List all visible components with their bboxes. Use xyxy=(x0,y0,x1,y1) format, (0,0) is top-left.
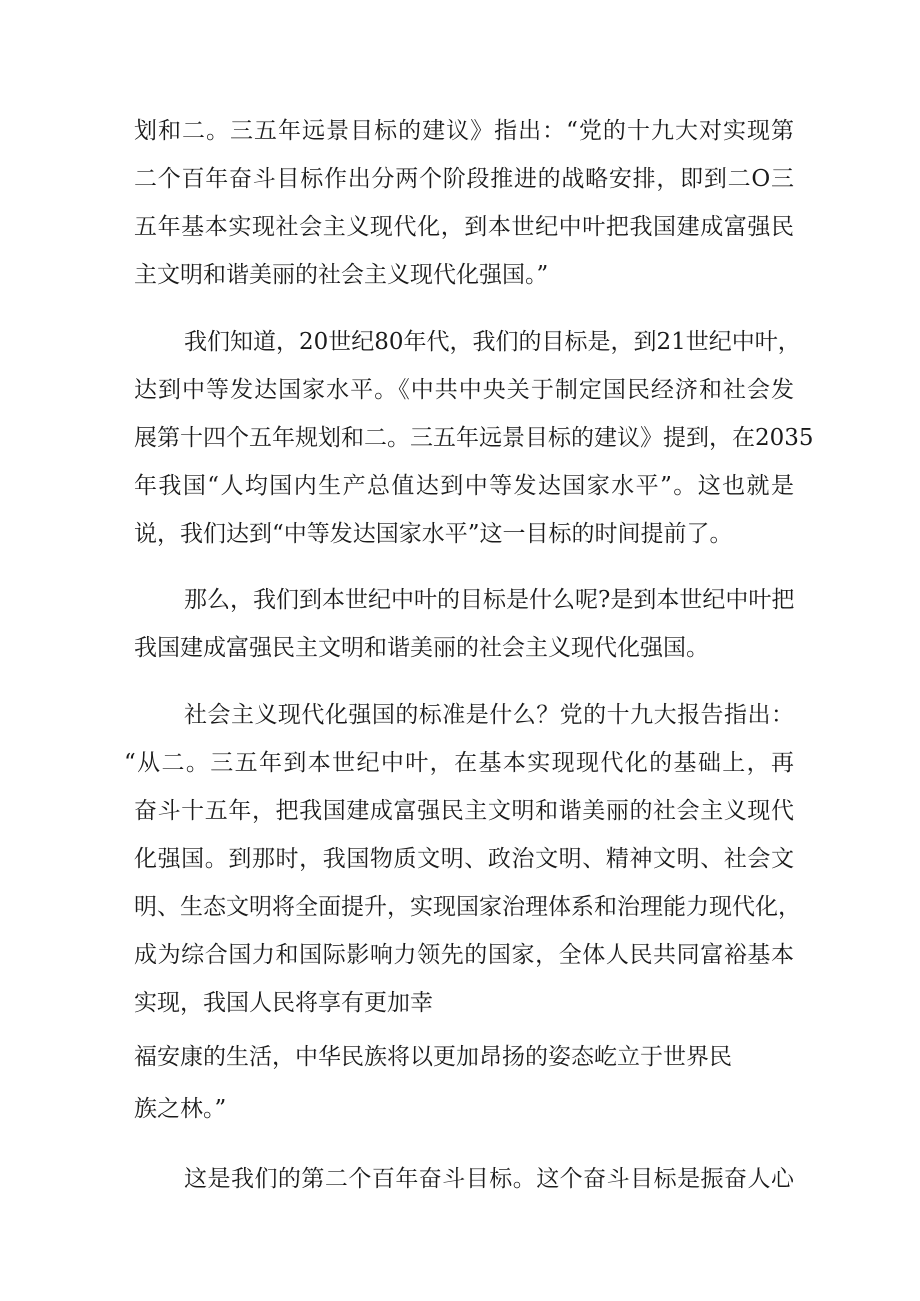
text-line: 我国建成富强民主文明和谐美丽的社会主义现代化强国。 xyxy=(134,635,709,661)
text-line: 划和二。三五年远景目标的建议》指出：“党的十九大对实现第 xyxy=(134,118,794,144)
text-line: 说，我们达到“中等发达国家水平”这一目标的时间提前了。 xyxy=(134,521,733,547)
text-line: 成为综合国力和国际影响力领先的国家，全体人民共同富裕基本 xyxy=(134,942,794,968)
text-line: 展第十四个五年规划和二。三五年远景目标的建议》提到，在2035 xyxy=(134,425,814,451)
text-line: 化强国。到那时，我国物质文明、政治文明、精神文明、社会文 xyxy=(134,846,794,872)
text-line: 五年基本实现社会主义现代化，到本世纪中叶把我国建成富强民 xyxy=(134,214,794,240)
text-line: 这是我们的第二个百年奋斗目标。这个奋斗目标是振奋人心 xyxy=(184,1166,794,1192)
text-line: 达到中等发达国家水平。《中共中央关于制定国民经济和社会发 xyxy=(134,377,794,403)
text-line: 明、生态文明将全面提升，实现国家治理体系和治理能力现代化， xyxy=(134,894,801,920)
text-line: 奋斗十五年，把我国建成富强民主文明和谐美丽的社会主义现代 xyxy=(134,798,794,824)
text-line: 社会主义现代化强国的标准是什么？党的十九大报告指出： xyxy=(184,702,794,728)
text-line: 我们知道，20世纪80年代，我们的目标是，到21世纪中叶， xyxy=(184,329,801,355)
text-line: 实现，我国人民将享有更加幸 xyxy=(134,990,433,1016)
text-line: “从二。三五年到本世纪中叶，在基本实现现代化的基础上，再 xyxy=(124,750,794,776)
text-line: 二个百年奋斗目标作出分两个阶段推进的战略安排，即到二O三 xyxy=(134,166,794,192)
text-line: 族之林。” xyxy=(134,1096,227,1122)
text-line: 年我国“人均国内生产总值达到中等发达国家水平”。这也就是 xyxy=(134,473,794,499)
text-line: 主文明和谐美丽的社会主义现代化强国。” xyxy=(134,262,549,288)
text-line: 那么，我们到本世纪中叶的目标是什么呢?是到本世纪中叶把 xyxy=(184,587,795,613)
text-line: 福安康的生活，中华民族将以更加昂扬的姿态屹立于世界民 xyxy=(134,1044,732,1070)
